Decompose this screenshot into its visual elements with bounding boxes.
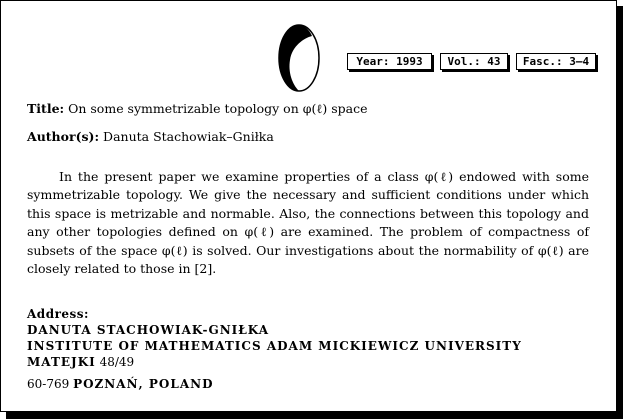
address-city-line — [27, 376, 522, 392]
oval-emblem-icon — [276, 22, 322, 94]
address-postal-code: 60-769 — [27, 377, 70, 391]
address-institute: INSTITUTE OF MATHEMATICS ADAM MICKIEWICZ UNIVERSITY — [27, 339, 522, 353]
address-street-name: MATEJKI — [27, 355, 96, 369]
address-city-country: POZNAŃ, POLAND — [73, 377, 214, 391]
author-label: Author(s): — [27, 129, 100, 144]
address-name: DANUTA STACHOWIAK-GNIŁKA — [27, 323, 270, 337]
abstract-text: In the present paper we examine properties of a class φ(ℓ) endowed with some symmetrizable topology. We give the necessary and sufficient conditions under which this space is metrizable and normable. Also, the connections between this topology and any other topologies defined on φ(ℓ) are examined. The problem of compactness of subsets of the space φ(ℓ) is solved. Our investigations about the normability of φ(ℓ) are closely related to those in [2]. — [27, 169, 589, 277]
paper-title: On some symmetrizable topology on φ(ℓ) space — [68, 101, 368, 116]
volume-badge: Vol.: 43 — [440, 53, 508, 70]
address-street-number: 48/49 — [99, 355, 135, 369]
address-block — [27, 306, 522, 392]
fascicle-badge: Fasc.: 3–4 — [516, 53, 596, 70]
author-names: Danuta Stachowiak–Gniłka — [103, 129, 274, 144]
author-line — [27, 129, 274, 144]
address-street — [27, 354, 522, 370]
title-label: Title: — [27, 101, 65, 116]
card-shadow-right — [617, 6, 623, 418]
card-shadow-bottom — [6, 412, 623, 419]
title-line — [27, 101, 367, 117]
year-badge: Year: 1993 — [347, 53, 432, 70]
address-label: Address: — [27, 307, 89, 321]
